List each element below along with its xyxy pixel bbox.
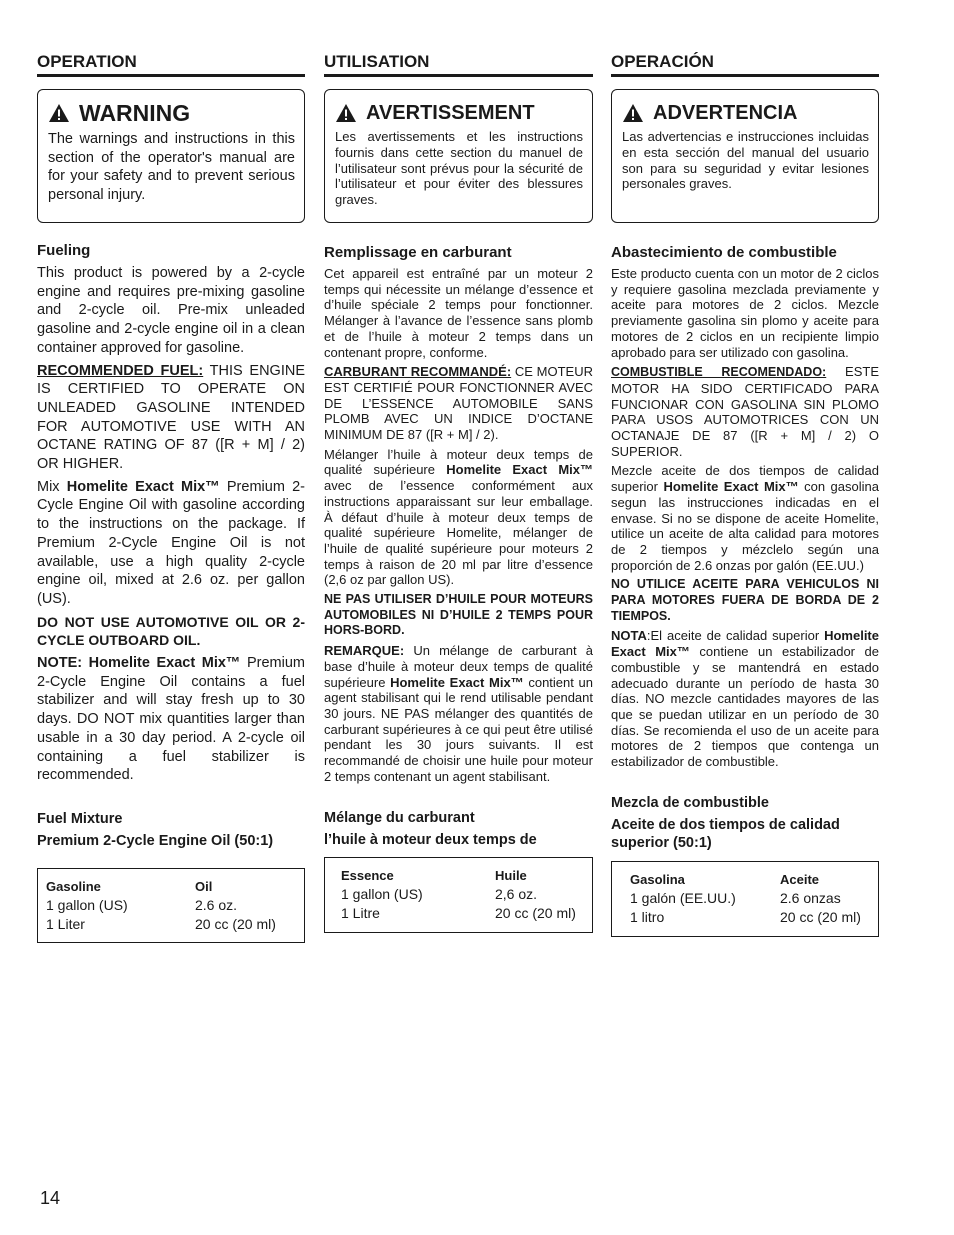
warning-title: AVERTISSEMENT xyxy=(366,102,535,124)
table-cell: 2.6 oz. xyxy=(195,897,238,914)
brand-name: Homelite Exact Mix™ xyxy=(663,479,799,495)
recommended-fuel-paragraph xyxy=(324,364,593,443)
note-paragraph xyxy=(611,628,879,769)
table-header-row xyxy=(630,871,870,890)
table-cell: 1 Liter xyxy=(46,915,85,932)
french-column xyxy=(324,52,593,933)
fueling-paragraph: Este producto cuenta con un motor de 2 ciclos y requiere gasolina mezclada previamente y aceite para motores de 2 ciclos. Mezcle previamente gasolina sin plomo y aceite para motores de 2 ciclos en un recipiente limpio aprobado para ser utilizado con gasolina. xyxy=(611,266,879,360)
fuel-mixture-heading: Mezcla de combustible xyxy=(611,794,769,811)
do-not-use-warning: DO NOT USE AUTOMOTIVE OIL OR 2-CYCLE OUTBOARD OIL. xyxy=(37,613,305,649)
table-header: Oil xyxy=(195,878,213,894)
recommended-fuel-label: CARBURANT RECOMMANDÉ: xyxy=(324,364,512,380)
page-number: 14 xyxy=(40,1188,61,1208)
warning-text: Les avertissements et les instructions fournis dans cette section du manuel de l’utilisateur sont prévus pour la sécurité de l’utilisateur et pour éviter des blessures graves. xyxy=(335,129,583,208)
mix-paragraph xyxy=(611,463,879,573)
table-cell: 20 cc (20 ml) xyxy=(195,915,276,932)
fueling-body xyxy=(37,264,305,785)
table-header: Gasoline xyxy=(46,878,101,894)
table-row xyxy=(630,908,870,927)
warning-title: ADVERTENCIA xyxy=(653,102,798,124)
fuel-mixture-heading: Mélange du carburant xyxy=(324,809,475,826)
warning-title-row xyxy=(48,100,295,126)
recommended-fuel-label: RECOMMENDED FUEL: xyxy=(37,362,204,379)
note-label: REMARQUE: xyxy=(324,643,405,659)
table-cell: 1 gallon (US) xyxy=(46,897,128,914)
table-row xyxy=(46,915,296,934)
table-header: Huile xyxy=(495,867,527,883)
table-cell: 1 gallon (US) xyxy=(341,886,423,902)
warning-box xyxy=(611,89,879,223)
warning-triangle-icon xyxy=(622,103,644,123)
warning-triangle-icon xyxy=(335,103,357,123)
section-header: OPERACIÓN xyxy=(611,52,879,77)
note-paragraph xyxy=(37,654,305,785)
mix-text-a: Mélanger l’huile à moteur deux temps de qualité supérieure xyxy=(324,446,593,478)
fuel-mixture-heading: Fuel Mixture xyxy=(37,810,123,827)
mix-text-b: avec de l’essence conformément aux instructions apparaissant sur leur emballage. À défaut d’huile à moteur deux temps de qualité supérieure Homelite, mélanger de l’huile de qualité supérieure pour moteurs 2 temps à raison de 20 ml par litre d’essence (2,6 oz par gallon US). xyxy=(324,478,593,588)
do-not-use-warning: NE PAS UTILISER D’HUILE POUR MOTEURS AUTOMOBILES NI D’HUILE 2 TEMPS POUR HORS-BORD. xyxy=(324,592,593,638)
table-cell: 1 Litre xyxy=(341,904,380,921)
warning-box xyxy=(324,89,593,223)
mix-paragraph xyxy=(324,447,593,588)
recommended-fuel-label: COMBUSTIBLE RECOMENDADO: xyxy=(611,365,827,380)
do-not-use-warning: NO UTILICE ACEITE PARA VEHICULOS NI PARA MOTORES FUERA DE BORDA DE 2 TIEMPOS. xyxy=(611,577,879,623)
fueling-paragraph: Cet appareil est entraîné par un moteur 2 temps qui nécessite un mélange d’essence et d’huile spéciale 2 temps pour fonctionner. Mélanger à l’avance de l’essence sans plomb et de l’huile à moteur 2 temps dans un contenant propre, conforme. xyxy=(324,266,593,360)
note-text-a: Un mélange de carburant à base d’huile à moteur deux temps de qualité supérieure xyxy=(324,643,593,690)
english-column xyxy=(37,52,305,943)
table-row xyxy=(630,889,870,908)
table-cell: 1 litro xyxy=(630,908,665,925)
table-cell: 2.6 onzas xyxy=(780,890,841,907)
warning-text: Las advertencias e instrucciones incluidas en esta sección del manual del usuario son para su seguridad y evitar lesiones personales graves. xyxy=(622,129,869,192)
warning-text: The warnings and instructions in this section of the operator's manual are for your safety and to prevent serious personal injury. xyxy=(48,131,295,203)
table-cell: 1 galón (EE.UU.) xyxy=(630,890,736,907)
fueling-body xyxy=(611,266,879,770)
table-cell: 2,6 oz. xyxy=(495,886,538,902)
table-row xyxy=(46,896,296,915)
mix-text-a: Mix xyxy=(37,478,67,495)
brand-name: Homelite Exact Mix™ xyxy=(390,674,524,690)
mix-text-b: Premium 2-Cycle Engine Oil with gasoline according to the instructions on the package. If Premium 2-Cycle Engine Oil is not available, use a high quality 2-cycle engine oil, mixed at 2.6 oz. per gallon (US). xyxy=(37,478,305,607)
note-paragraph xyxy=(324,643,593,784)
spanish-column xyxy=(611,52,879,937)
fueling-paragraph: This product is powered by a 2-cycle engine and requires pre-mixing gasoline and 2-cycle oil. Pre-mix unleaded gasoline and 2-cycle engine oil in a clean container approved for gasoline. xyxy=(37,265,305,356)
fueling-heading: Fueling xyxy=(37,242,91,259)
note-text: Premium 2-Cycle Engine Oil contains a fuel stabilizer and will stay fresh up to 30 days. DO NOT mix quantities larger than usable in a 30 day period. A 2-cycle oil containing a fuel stabilizer is recommended. xyxy=(37,655,305,784)
note-label: NOTA xyxy=(611,628,647,644)
warning-box xyxy=(37,89,305,223)
mix-paragraph xyxy=(37,478,305,609)
fuel-mixture-table xyxy=(611,861,879,937)
brand-name: Homelite Exact Mix™ xyxy=(611,628,879,660)
warning-title: WARNING xyxy=(79,100,191,126)
recommended-fuel-text: ESTE MOTOR HA SIDO CERTIFICADO PARA FUNCIONAR CON GASOLINA SIN PLOMO PARA USOS AUTOMOTRICES CON UN OCTANAJE DE 87 ([R + M] / 2) O SUPERIOR. xyxy=(611,364,879,459)
brand-name: Homelite Exact Mix™ xyxy=(446,462,593,478)
fueling-heading: Abastecimiento de combustible xyxy=(611,244,837,261)
note-text-a: :El aceite de calidad superior xyxy=(646,628,825,644)
mix-text-a: Mezcle aceite de dos tiempos de calidad superior xyxy=(611,463,879,495)
recommended-fuel-paragraph xyxy=(611,364,879,459)
note-text-b: contiene un estabilizador de combustible y se mantendrá en estado adecuado durante un período de hasta 30 días. NO mezcle cantidades mayores de las que se puedan utilizar en un período de 30 días. Se recomienda el uso de un aceite para motores de 2 tiempos que contenga un estabilizador de combustible. xyxy=(611,644,879,770)
table-cell: 20 cc (20 ml) xyxy=(780,908,861,925)
recommended-fuel-text: THIS ENGINE IS CERTIFIED TO OPERATE ON UNLEADED GASOLINE INTENDED FOR AUTOMOTIVE USE WITH AN OCTANE RATING OF 87 ([R + M] / 2) OR HIGHER. xyxy=(37,362,305,473)
warning-title-row xyxy=(335,100,583,126)
note-text-b: contient un agent stabilisant qui le rend utilisable pendant 30 jours. NE PAS mélanger des quantités de carburant supérieures à ce qui peut être utilisé pendant les 30 jours suivants. Il est recommandé de choisir une huile pour moteur 2 temps contenant un agent stabilisant. xyxy=(324,674,593,784)
table-header-row xyxy=(341,867,584,886)
note-label: NOTE: Homelite Exact Mix™ xyxy=(37,655,241,672)
fuel-mixture-subheading: Premium 2-Cycle Engine Oil (50:1) xyxy=(37,832,274,849)
fuel-mixture-subheading: Aceite de dos tiempos de calidad superior (50:1) xyxy=(611,816,840,851)
section-header: UTILISATION xyxy=(324,52,593,77)
table-header: Aceite xyxy=(780,871,820,887)
fuel-mixture-subheading: l’huile à moteur deux temps de xyxy=(324,831,537,848)
table-header: Essence xyxy=(341,867,394,883)
table-header: Gasolina xyxy=(630,871,685,887)
mix-text-b: con gasolina segun las instrucciones indicadas en el envase. Si no se dispone de aceite Homelite, utilice un aceite de alta calidad para motores de 2 tiempos y mézclelo según una proporción de 2.6 onzas por galón (EE.UU.) xyxy=(611,479,879,573)
recommended-fuel-paragraph xyxy=(37,362,305,474)
warning-triangle-icon xyxy=(48,103,70,123)
table-row xyxy=(341,885,584,904)
fueling-heading: Remplissage en carburant xyxy=(324,244,512,261)
table-row xyxy=(341,904,584,923)
recommended-fuel-text: CE MOTEUR EST CERTIFIÉ POUR FONCTIONNER AVEC DE L’ESSENCE AUTOMOBILE SANS PLOMB AVEC UN INDICE D’OCTANE MINIMUM DE 87 ([R + M] / 2). xyxy=(324,364,593,443)
warning-title-row xyxy=(622,100,869,126)
brand-name: Homelite Exact Mix™ xyxy=(66,478,220,495)
fuel-mixture-table xyxy=(37,868,305,943)
section-header: OPERATION xyxy=(37,52,305,77)
table-cell: 20 cc (20 ml) xyxy=(495,904,576,921)
table-header-row xyxy=(46,878,296,897)
fueling-body xyxy=(324,266,593,785)
fuel-mixture-table xyxy=(324,857,593,933)
